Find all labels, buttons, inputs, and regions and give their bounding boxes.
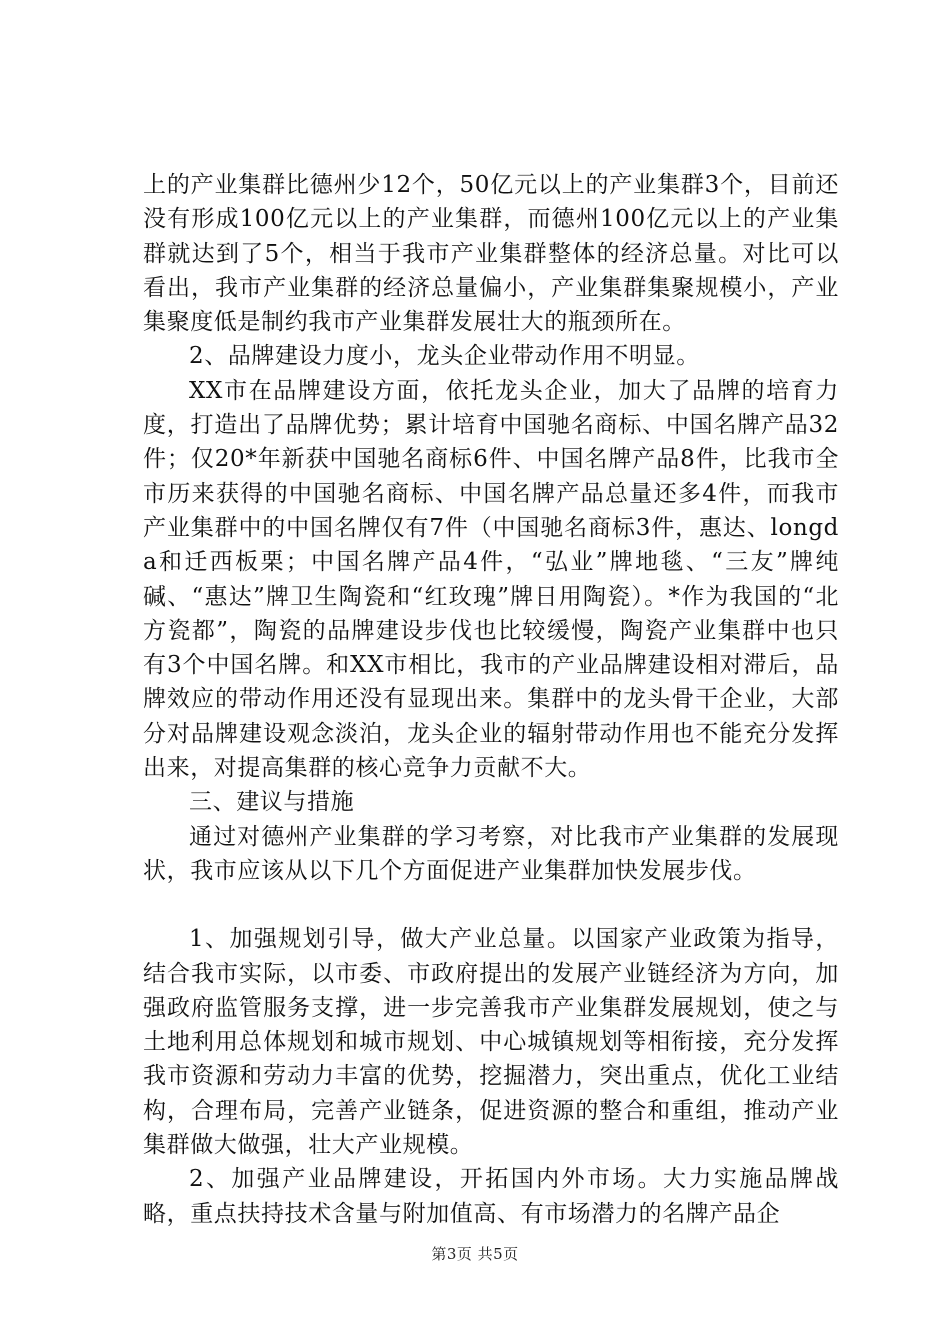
paragraph-brand-strategy: 2、加强产业品牌建设，开拓国内外市场。大力实施品牌战略，重点扶持技术含量与附加值高、有市场潜力的名牌产品企 xyxy=(143,1166,839,1227)
paragraph-brand-comparison: XX市在品牌建设方面，依托龙头企业，加大了品牌的培育力度，打造出了品牌优势；累计培育中国驰名商标、中国名牌产品32件；仅20*年新获中国驰名商标6件、中国名牌产品8件，比我市全市历来获得的中国驰名商标、中国名牌产品总量还多4件，而我市产业集群中的中国名牌仅有7件（中国驰名商标3件，惠达、longda和迁西板栗；中国名牌产品4件，“弘业”牌地毯、“三友”牌纯碱、“惠达”牌卫生陶瓷和“红玫瑰”牌日用陶瓷）。*作为我国的“北方瓷都”，陶瓷的品牌建设步伐也比较缓慢，陶瓷产业集群中也只有3个中国名牌。和XX市相比，我市的产业品牌建设相对滞后，品牌效应的带动作用还没有显现出来。集群中的龙头骨干企业，大部分对品牌建设观念淡泊，龙头企业的辐射带动作用也不能充分发挥出来，对提高集群的核心竞争力贡献不大。 xyxy=(143,377,839,782)
page-number: 第3页 共5页 xyxy=(431,1245,519,1263)
paragraph-planning-guidance: 1、加强规划引导，做大产业总量。以国家产业政策为指导，结合我市实际，以市委、市政府提出的发展产业链经济为方向，加强政府监管服务支撑，进一步完善我市产业集群发展规划，使之与土地利用总体规划和城市规划、中心城镇规划等相衔接，充分发挥我市资源和劳动力丰富的优势，挖掘潜力，突出重点，优化工业结构，合理布局，完善产业链条，促进资源的整合和重组，推动产业集群做大做强，壮大产业规模。 xyxy=(143,926,839,1159)
paragraph-spacer xyxy=(143,888,839,922)
document-body xyxy=(143,168,839,1231)
heading-brand-building: 2、品牌建设力度小，龙头企业带动作用不明显。 xyxy=(189,343,700,370)
paragraph-suggestions-intro: 通过对德州产业集群的学习考察，对比我市产业集群的发展现状，我市应该从以下几个方面促进产业集群加快发展步伐。 xyxy=(143,823,839,884)
heading-suggestions: 三、建议与措施 xyxy=(189,789,355,816)
paragraph-cluster-scale: 上的产业集群比德州少12个，50亿元以上的产业集群3个，目前还没有形成100亿元以上的产业集群，而德州100亿元以上的产业集群就达到了5个，相当于我市产业集群整体的经济总量。对比可以看出，我市产业集群的经济总量偏小，产业集群集聚规模小，产业集聚度低是制约我市产业集群发展壮大的瓶颈所在。 xyxy=(143,172,839,336)
